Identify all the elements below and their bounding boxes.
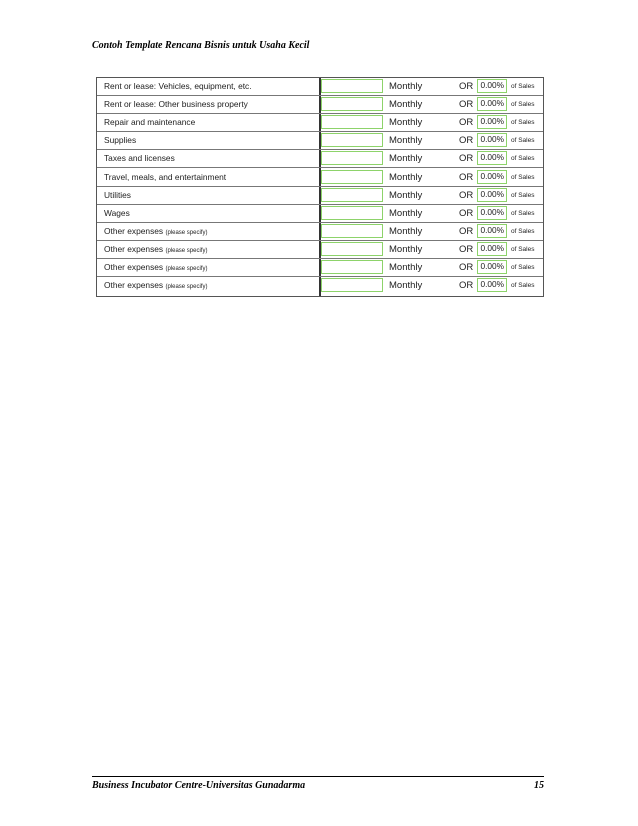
or-label: OR xyxy=(459,280,474,292)
table-row xyxy=(97,78,543,96)
or-label: OR xyxy=(459,225,474,237)
amount-input[interactable] xyxy=(321,224,383,238)
table-row xyxy=(97,205,543,223)
of-sales-label: of Sales xyxy=(511,245,535,253)
expense-label xyxy=(104,99,248,109)
expense-label-note: (please specify) xyxy=(165,229,208,236)
or-label: OR xyxy=(459,135,474,147)
amount-input[interactable] xyxy=(321,278,383,292)
percent-of-sales-input[interactable]: 0.00% xyxy=(477,115,507,129)
table-row xyxy=(97,187,543,205)
table-row xyxy=(97,96,543,114)
frequency-label: Monthly xyxy=(389,189,423,201)
of-sales-label: of Sales xyxy=(511,101,535,109)
percent-of-sales-input[interactable]: 0.00% xyxy=(477,97,507,111)
expense-label-note: (please specify) xyxy=(165,284,208,291)
expense-label-text: Other expenses xyxy=(104,243,166,254)
of-sales-label: of Sales xyxy=(511,227,535,235)
frequency-label: Monthly xyxy=(389,207,423,219)
frequency-label: Monthly xyxy=(389,153,423,165)
expense-label-text: Other expenses xyxy=(104,225,166,236)
of-sales-label: of Sales xyxy=(511,137,535,145)
table-row xyxy=(97,169,543,187)
expense-label-text: Wages xyxy=(104,207,130,218)
expense-label-text: Other expenses xyxy=(104,262,166,272)
table-row xyxy=(97,277,543,295)
frequency-label: Monthly xyxy=(389,135,423,147)
amount-input[interactable] xyxy=(321,133,383,147)
expense-label xyxy=(104,135,136,145)
frequency-label: Monthly xyxy=(389,117,423,129)
table-row xyxy=(97,132,543,150)
expense-label-text: Rent or lease: Other business property xyxy=(104,99,248,110)
of-sales-label: of Sales xyxy=(511,191,535,199)
or-label: OR xyxy=(459,117,474,129)
amount-input[interactable] xyxy=(321,206,383,220)
amount-input[interactable] xyxy=(321,260,383,274)
amount-input[interactable] xyxy=(321,170,383,184)
of-sales-label: of Sales xyxy=(511,282,535,290)
table-row xyxy=(97,259,543,277)
expense-label xyxy=(104,226,207,236)
expense-label-text: Supplies xyxy=(104,135,137,146)
expense-label xyxy=(104,172,226,182)
expense-label-text: Other expenses xyxy=(104,280,166,291)
expense-label xyxy=(104,153,175,163)
or-label: OR xyxy=(459,243,474,255)
expense-label xyxy=(104,280,207,290)
table-row xyxy=(97,223,543,241)
expense-label xyxy=(104,208,130,218)
percent-of-sales-input[interactable]: 0.00% xyxy=(477,133,507,147)
or-label: OR xyxy=(459,171,474,183)
or-label: OR xyxy=(459,189,474,201)
percent-of-sales-input[interactable]: 0.00% xyxy=(477,260,507,274)
amount-input[interactable] xyxy=(321,115,383,129)
expense-label-text: Rent or lease: Vehicles, equipment, etc. xyxy=(104,81,252,91)
expense-label-text: Repair and maintenance xyxy=(104,117,196,128)
or-label: OR xyxy=(459,262,474,273)
of-sales-label: of Sales xyxy=(511,209,535,217)
percent-of-sales-input[interactable]: 0.00% xyxy=(477,170,507,184)
of-sales-label: of Sales xyxy=(511,173,535,181)
frequency-label: Monthly xyxy=(389,262,423,273)
or-label: OR xyxy=(459,81,474,92)
of-sales-label: of Sales xyxy=(511,264,535,271)
percent-of-sales-input[interactable]: 0.00% xyxy=(477,242,507,256)
page-number: 15 xyxy=(534,780,544,791)
percent-of-sales-input[interactable]: 0.00% xyxy=(477,151,507,165)
amount-input[interactable] xyxy=(321,188,383,202)
percent-of-sales-input[interactable]: 0.00% xyxy=(477,224,507,238)
expense-label-text: Utilities xyxy=(104,189,131,200)
or-label: OR xyxy=(459,207,474,219)
frequency-label: Monthly xyxy=(389,171,423,183)
frequency-label: Monthly xyxy=(389,225,423,237)
table-row xyxy=(97,241,543,259)
expense-label xyxy=(104,117,195,127)
amount-input[interactable] xyxy=(321,242,383,256)
of-sales-label: of Sales xyxy=(511,155,535,163)
or-label: OR xyxy=(459,153,474,165)
page-header-title: Contoh Template Rencana Bisnis untuk Usaha Kecil xyxy=(92,40,310,51)
frequency-label: Monthly xyxy=(389,243,423,255)
table-row xyxy=(97,150,543,168)
expense-label xyxy=(104,262,207,272)
percent-of-sales-input[interactable]: 0.00% xyxy=(477,278,507,292)
page-footer xyxy=(92,776,544,791)
of-sales-label: of Sales xyxy=(511,83,535,90)
percent-of-sales-input[interactable]: 0.00% xyxy=(477,206,507,220)
of-sales-label: of Sales xyxy=(511,119,535,127)
expense-label-note: (please specify) xyxy=(165,266,208,272)
frequency-label: Monthly xyxy=(389,280,423,292)
expense-table xyxy=(96,77,544,297)
footer-text: Business Incubator Centre-Universitas Gunadarma xyxy=(92,780,306,791)
expense-label-text: Taxes and licenses xyxy=(104,153,175,164)
expense-label xyxy=(104,81,252,91)
table-row xyxy=(97,114,543,132)
amount-input[interactable] xyxy=(321,79,383,93)
expense-label xyxy=(104,190,131,200)
frequency-label: Monthly xyxy=(389,81,423,92)
expense-label-note: (please specify) xyxy=(165,247,208,254)
frequency-label: Monthly xyxy=(389,99,423,111)
or-label: OR xyxy=(459,99,474,111)
percent-of-sales-input[interactable]: 0.00% xyxy=(477,188,507,202)
expense-label xyxy=(104,244,207,254)
amount-input[interactable] xyxy=(321,97,383,111)
amount-input[interactable] xyxy=(321,151,383,165)
expense-label-text: Travel, meals, and entertainment xyxy=(104,171,227,182)
percent-of-sales-input[interactable]: 0.00% xyxy=(477,79,507,93)
